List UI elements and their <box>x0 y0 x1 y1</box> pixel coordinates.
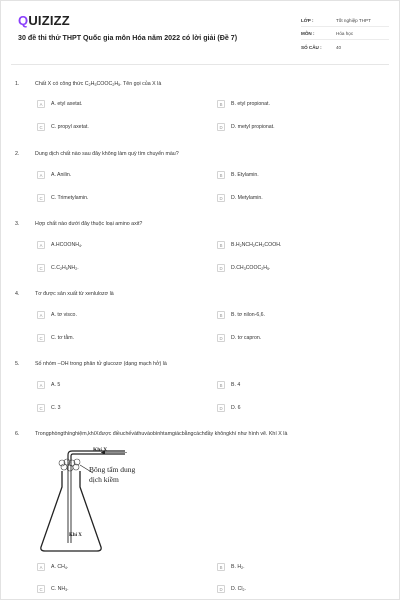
option-c[interactable] <box>37 264 79 272</box>
option-a[interactable] <box>37 100 82 108</box>
option-text: A. etyl axetat. <box>51 101 83 107</box>
option-letter-box: D <box>217 404 225 412</box>
option-text: $A.HCOONH_4$. <box>51 242 83 248</box>
option-text: C. Trimetylamin. <box>51 195 89 201</box>
option-letter-box: A <box>37 171 45 179</box>
option-text: C. tơ tằm. <box>51 335 75 341</box>
option-letter-box: C <box>37 334 45 342</box>
option-text: C. 3 <box>51 405 61 411</box>
option-d[interactable] <box>217 404 241 412</box>
option-letter-box: A <box>37 381 45 389</box>
option-d[interactable] <box>217 334 261 342</box>
option-text: B. etyl propionat. <box>231 101 270 107</box>
logo-text: UIZIZZ <box>28 13 70 28</box>
option-text: D. metyl propionat. <box>231 124 275 130</box>
meta-value: 40 <box>336 44 342 50</box>
question-number: 5. <box>15 361 20 367</box>
option-letter-box: B <box>217 381 225 389</box>
option-d[interactable] <box>217 123 275 131</box>
option-text: A. $CH_4$. <box>51 564 69 570</box>
meta-label: LỚP : <box>301 18 314 23</box>
question-text: Tơ được sản xuất từ xenlulozơ là <box>35 291 114 297</box>
gas-label-top: Khí X <box>93 447 108 453</box>
option-text: D. $Cl_2$. <box>231 586 246 592</box>
meta-row-subject <box>301 28 389 40</box>
cotton-plug <box>59 459 80 471</box>
question-number: 6. <box>15 431 20 437</box>
option-letter-box: C <box>37 585 45 593</box>
option-letter-box: D <box>217 334 225 342</box>
question-text: Số nhóm –OH trong phân tử glucozơ (dạng mạch hở) là <box>35 361 167 367</box>
option-b[interactable] <box>217 311 265 319</box>
option-b[interactable] <box>217 563 245 571</box>
option-text: $D.CH_3COOC_2H_5$. <box>231 265 271 271</box>
option-d[interactable] <box>217 264 270 272</box>
meta-row-class <box>301 15 389 27</box>
option-letter-box: A <box>37 100 45 108</box>
option-a[interactable] <box>37 563 68 571</box>
option-text: D. 6 <box>231 405 241 411</box>
question-text: Trongphòngthínghiệm,khíXđược điềuchếvàthuvàobìnhtamgiácbằngcáchđầy khôngkhí như hình vẽ. Khí X là <box>35 431 288 437</box>
meta-label: SỐ CÂU : <box>301 44 322 50</box>
option-b[interactable] <box>217 100 270 108</box>
cotton-label: dịch kiềm <box>89 475 119 484</box>
option-text: A. tơ visco. <box>51 312 77 318</box>
question-number: 2. <box>15 151 20 157</box>
option-letter-box: D <box>217 194 225 202</box>
question-number: 3. <box>15 221 20 227</box>
option-text: C. propyl axetat. <box>51 124 89 130</box>
cotton-label: Bông tẩm dung <box>89 465 136 474</box>
option-text: B. tơ nilon-6,6. <box>231 312 265 318</box>
header-divider <box>11 64 389 65</box>
option-b[interactable] <box>217 171 259 179</box>
option-letter-box: B <box>217 241 225 249</box>
question-number: 4. <box>15 291 20 297</box>
option-text: $B.H_2NCH_2CH_2COOH$. <box>231 242 282 248</box>
meta-value: Tốt nghiệp THPT <box>336 18 371 23</box>
option-a[interactable] <box>37 381 60 389</box>
flask-figure <box>31 447 146 557</box>
worksheet-title: 30 đề thi thử THPT Quốc gia môn Hóa năm 2022 có lời giải (Đề 7) <box>18 34 238 42</box>
option-b[interactable] <box>217 381 240 389</box>
option-a[interactable] <box>37 171 71 179</box>
option-c[interactable] <box>37 334 74 342</box>
option-letter-box: A <box>37 241 45 249</box>
option-c[interactable] <box>37 404 61 412</box>
option-d[interactable] <box>217 194 263 202</box>
option-a[interactable] <box>37 311 77 319</box>
question-text: Dung dịch chất nào sau đây không làm quỳ tím chuyển màu? <box>35 151 179 157</box>
worksheet-meta <box>301 15 389 54</box>
option-c[interactable] <box>37 585 69 593</box>
flask-diagram <box>31 447 146 557</box>
option-text: B. 4 <box>231 382 241 388</box>
option-letter-box: A <box>37 563 45 571</box>
option-text: B. $H_2$. <box>231 564 245 570</box>
option-b[interactable] <box>217 241 281 249</box>
option-text: A. Anilin. <box>51 172 72 178</box>
option-letter-box: C <box>37 123 45 131</box>
option-letter-box: B <box>217 563 225 571</box>
option-letter-box: D <box>217 264 225 272</box>
option-letter-box: D <box>217 585 225 593</box>
option-letter-box: B <box>217 171 225 179</box>
question-text: Hợp chất nào dưới đây thuộc loại amino axit? <box>35 221 143 227</box>
option-d[interactable] <box>217 585 246 593</box>
meta-value: Hóa học <box>336 31 354 36</box>
option-text: C. $NH_3$. <box>51 586 69 592</box>
option-letter-box: D <box>217 123 225 131</box>
option-text: D. Metylamin. <box>231 195 263 201</box>
option-text: $C.C_2H_5NH_2$. <box>51 265 79 271</box>
option-c[interactable] <box>37 194 88 202</box>
option-letter-box: B <box>217 311 225 319</box>
option-letter-box: B <box>217 100 225 108</box>
option-letter-box: C <box>37 194 45 202</box>
option-text: D. tơ capron. <box>231 335 262 341</box>
option-a[interactable] <box>37 241 82 249</box>
option-text: B. Etylamin. <box>231 172 259 178</box>
option-c[interactable] <box>37 123 89 131</box>
question-number: 1. <box>15 81 20 87</box>
meta-label: MÔN : <box>301 31 315 36</box>
meta-row-question-count <box>301 41 389 53</box>
option-letter-box: C <box>37 404 45 412</box>
option-letter-box: A <box>37 311 45 319</box>
quizizz-logo: QUIZIZZ <box>18 13 70 28</box>
question-text: Chất X có công thức $C_2H_5COOC_2H_5$. Tên gọi của X là <box>35 81 162 87</box>
option-text: A. 5 <box>51 382 61 388</box>
gas-label-flask: Khí X <box>69 533 82 538</box>
option-letter-box: C <box>37 264 45 272</box>
